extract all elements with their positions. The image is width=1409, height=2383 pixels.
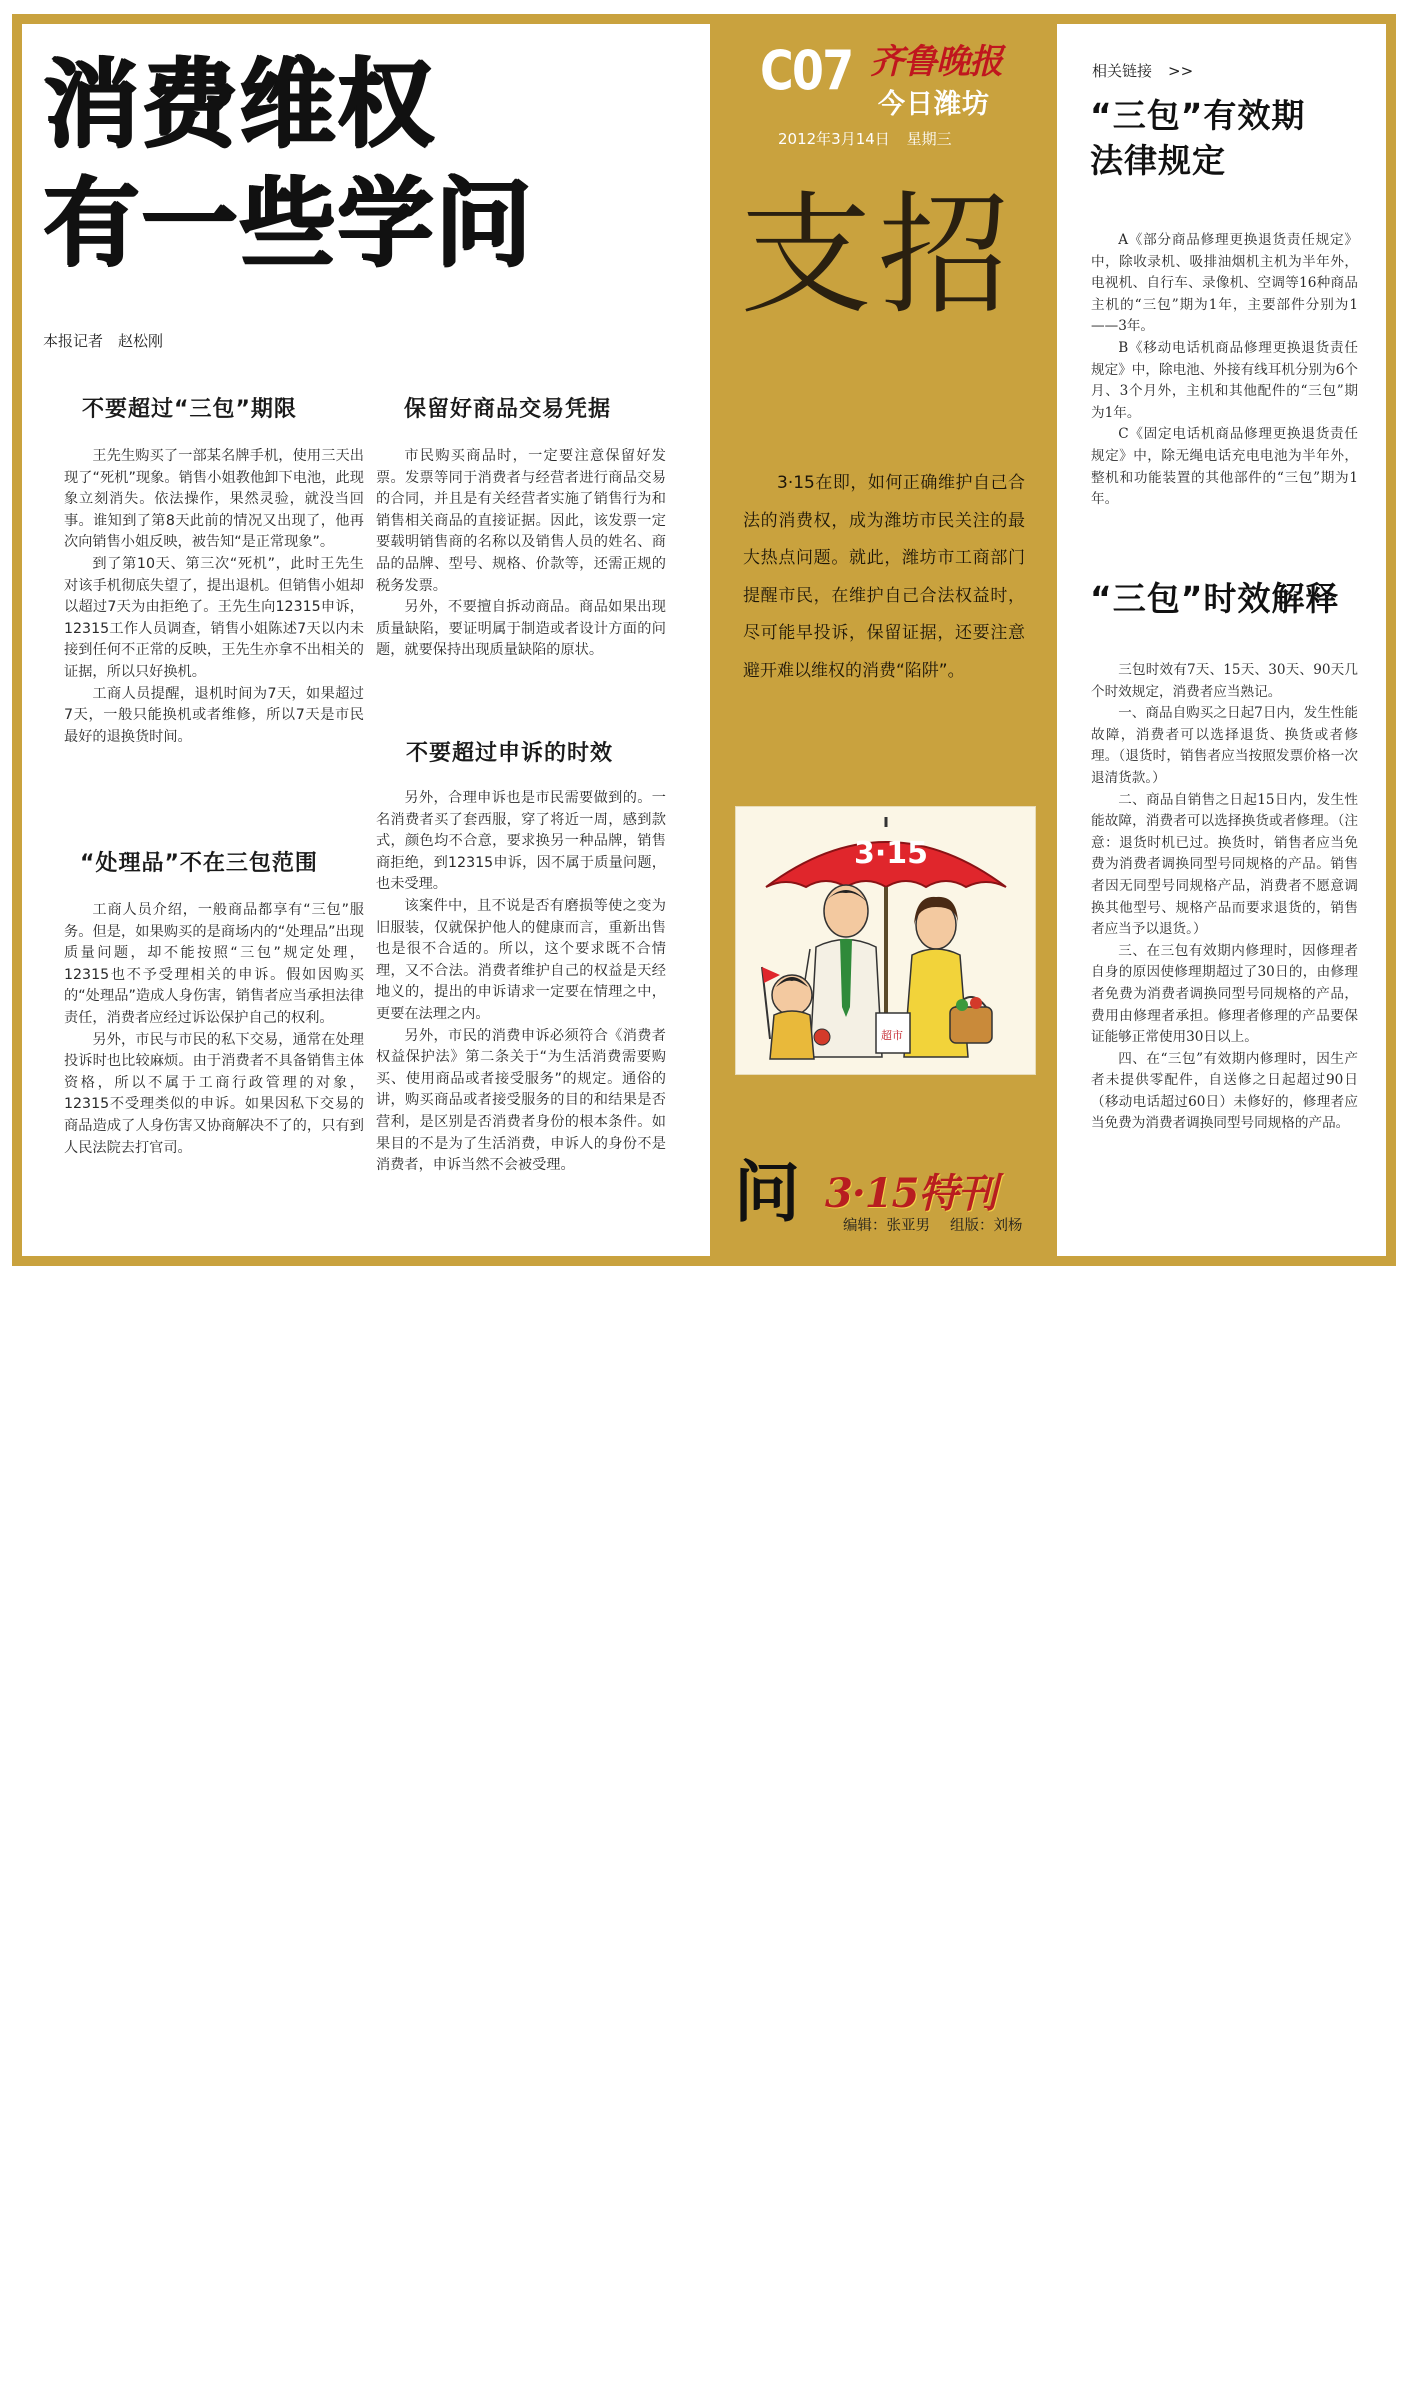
paragraph: 三包时效有7天、15天、30天、90天几个时效规定，消费者应当熟记。 <box>1091 662 1358 700</box>
paragraph: A《部分商品修理更换退货责任规定》中，除收录机、吸排油烟机主机为半年外，电视机、自行车、录像机、空调等16种商品主机的“三包”期为1年，主要部件分别为1——3年。 <box>1091 232 1358 335</box>
heading-line: “三包”有效期 <box>1090 96 1306 135</box>
corner-character: 问 <box>734 1154 800 1231</box>
paragraph: 四、在“三包”有效期内修理时，因生产者未提供零配件，自送修之日起超过90日（移动电话超过60日）未修好的，修理者应当免费为消费者调换同型号同规格的产品。 <box>1091 1050 1358 1132</box>
related-links-label <box>1092 60 1193 81</box>
special-issue-label: 3·15特刊 <box>825 1170 997 1217</box>
paragraph: 工商人员介绍，一般商品都享有“三包”服务。但是，如果购买的是商场内的“处理品”出现质量问题，却不能按照“三包”规定处理，12315也不予受理相关的申诉。假如因购买的“处理品”造成人身伤害，销售者应当承担法律责任，消费者应经过诉讼保护自己的权利。 <box>64 902 364 1026</box>
paragraph: 另外，不要擅自拆动商品。商品如果出现质量缺陷，要证明属于制造或者设计方面的问题，就要保持出现质量缺陷的原状。 <box>376 599 666 659</box>
paragraph: 一、商品自购买之日起7日内，发生性能故障，消费者可以选择退货、换货或者修理。（退货时，销售者应当按照发票价格一次退清货款。） <box>1091 705 1358 786</box>
paragraph: 到了第10天、第三次“死机”，此时王先生对该手机彻底失望了，提出退机。但销售小姐却以超过7天为由拒绝了。王先生向12315申诉，12315工作人员调查，销售小姐陈述7天以内未接到任何不正常的反映，王先生亦拿不出相关的证据，所以只好换机。 <box>64 555 364 680</box>
paragraph: 市民购买商品时，一定要注意保留好发票。发票等同于消费者与经营者进行商品交易的合同，并且是有关经营者实施了销售行为和销售相关商品的直接证据。因此，该发票一定要载明销售商的名称以及销售人员的姓名、商品的品牌、型号、规格、价款等，还需正规的税务发票。 <box>376 448 666 594</box>
headline-line-2: 有一些学问 <box>43 167 533 279</box>
paragraph: 工商人员提醒，退机时间为7天，如果超过7天，一般只能换机或者维修，所以7天是市民最好的退换货时间。 <box>64 685 364 745</box>
paragraph: 王先生购买了一部某名牌手机，使用三天出现了“死机”现象。销售小姐教他卸下电池，此现象立刻消失。依法操作，果然灵验，就没当回事。谁知到了第8天此前的情况又出现了，他再次向销售小姐反映，被告知“是正常现象”。 <box>64 448 364 551</box>
subhead-sanbao-period: 不要超过“三包”期限 <box>82 397 297 422</box>
subhead-complaint-deadline: 不要超过申诉的时效 <box>406 741 614 766</box>
layout-editor: 组版：刘杨 <box>950 1218 1023 1234</box>
article-section-3 <box>376 446 666 662</box>
paragraph: C《固定电话机商品修理更换退货责任规定》中，除无绳电话充电电池为半年外，整机和功能装置的其他部件的“三包”期为1年。 <box>1091 426 1358 508</box>
paragraph: 三、在三包有效期内修理时，因修理者自身的原因使修理期超过了30日的，由修理者免费为消费者调换同型号同规格的产品，费用由修理者承担。修理者修理的产品要保证能够正常使用30日以上。 <box>1091 942 1358 1046</box>
editor-credits <box>843 1214 1023 1235</box>
date: 2012年3月14日 <box>778 130 890 148</box>
section-title: 支招 <box>740 179 1016 333</box>
right-section-2 <box>1091 660 1358 1135</box>
intro-paragraph: 3·15在即，如何正确维护自己合法的消费权，成为潍坊市民关注的最大热点问题。就此，潍坊市工商部门提醒市民，在维护自己合法权益时，尽可能早投诉，保留证据，还要注意避开难以维权的消费“陷阱”。 <box>743 473 1025 681</box>
article-section-1 <box>64 446 364 748</box>
paragraph: B《移动电话机商品修理更换退货责任规定》中，除电池、外接有线耳机分别为6个月、3个月外，主机和其他配件的“三包”期为1年。 <box>1091 339 1358 421</box>
headline-line-1: 消费维权 <box>43 48 435 160</box>
dateline <box>778 128 952 149</box>
right-section-1 <box>1091 230 1358 511</box>
editor: 编辑：张亚男 <box>843 1218 930 1234</box>
article-section-4 <box>376 788 666 1177</box>
weekday: 星期三 <box>906 130 952 148</box>
paragraph: 该案件中，且不说是否有磨损等使之变为旧服装，仅就保护他人的健康而言，重新出售也是很不合适的。所以，这个要求既不合情理，又不合法。消费者维护自己的权益是天经地义的，提出的申诉请求一定要在情理之中，更要在法理之内。 <box>376 897 666 1022</box>
bag-label: 超市 <box>881 1029 903 1042</box>
paragraph: 另外，合理申诉也是市民需要做到的。一名消费者买了套西服，穿了将近一周，感到款式，颜色均不合意，要求换另一种品牌，销售商拒绝，到12315申诉，因不属于质量问题，也未受理。 <box>376 790 666 893</box>
paragraph: 另外，市民的消费申诉必须符合《消费者权益保护法》第二条关于“为生活消费需要购买、使用商品或者接受服务”的规定。通俗的讲，购买商品或者接受服务的目的和结果是否营利，是区别是否消费者身份的根本条件。如果目的不是为了生活消费，申诉人的身份不是消费者，申诉当然不会被受理。 <box>376 1027 666 1174</box>
arrows-icon: >> <box>1168 62 1194 80</box>
page-number: C07 <box>760 39 853 102</box>
byline: 本报记者 赵松刚 <box>43 332 164 350</box>
article-section-2 <box>64 900 364 1159</box>
family-umbrella-illustration <box>735 806 1036 1075</box>
paragraph: 另外，市民与市民的私下交易，通常在处理投诉时也比较麻烦。由于消费者不具备销售主体资格，所以不属于工商行政管理的对象，12315不受理类似的申诉。如果因私下交易的商品造成了人身伤害又协商解决不了的，只有到人民法院去打官司。 <box>64 1031 364 1156</box>
right-heading-1 <box>1090 94 1305 183</box>
umbrella-label: 3·15 <box>854 836 929 871</box>
edition-name: 今日潍坊 <box>878 89 990 120</box>
intro-text <box>743 465 1025 690</box>
paragraph: 二、商品自销售之日起15日内，发生性能故障，消费者可以选择换货或者修理。（注意：退货时机已过。换货时，销售者应当免费为消费者调换同型号同规格的产品。销售者因无同型号同规格产品，消费者不愿意调换其他型号、规格产品而要求退货的，销售者应当予以退货。） <box>1091 791 1358 938</box>
related-text: 相关链接 <box>1092 62 1153 80</box>
subhead-clearance-goods: “处理品”不在三包范围 <box>80 851 318 876</box>
subhead-keep-receipts: 保留好商品交易凭据 <box>404 397 612 422</box>
heading-line: 法律规定 <box>1090 140 1226 180</box>
right-heading-2: “三包”时效解释 <box>1090 579 1340 618</box>
newspaper-logo: 齐鲁晚报 <box>870 42 1002 82</box>
